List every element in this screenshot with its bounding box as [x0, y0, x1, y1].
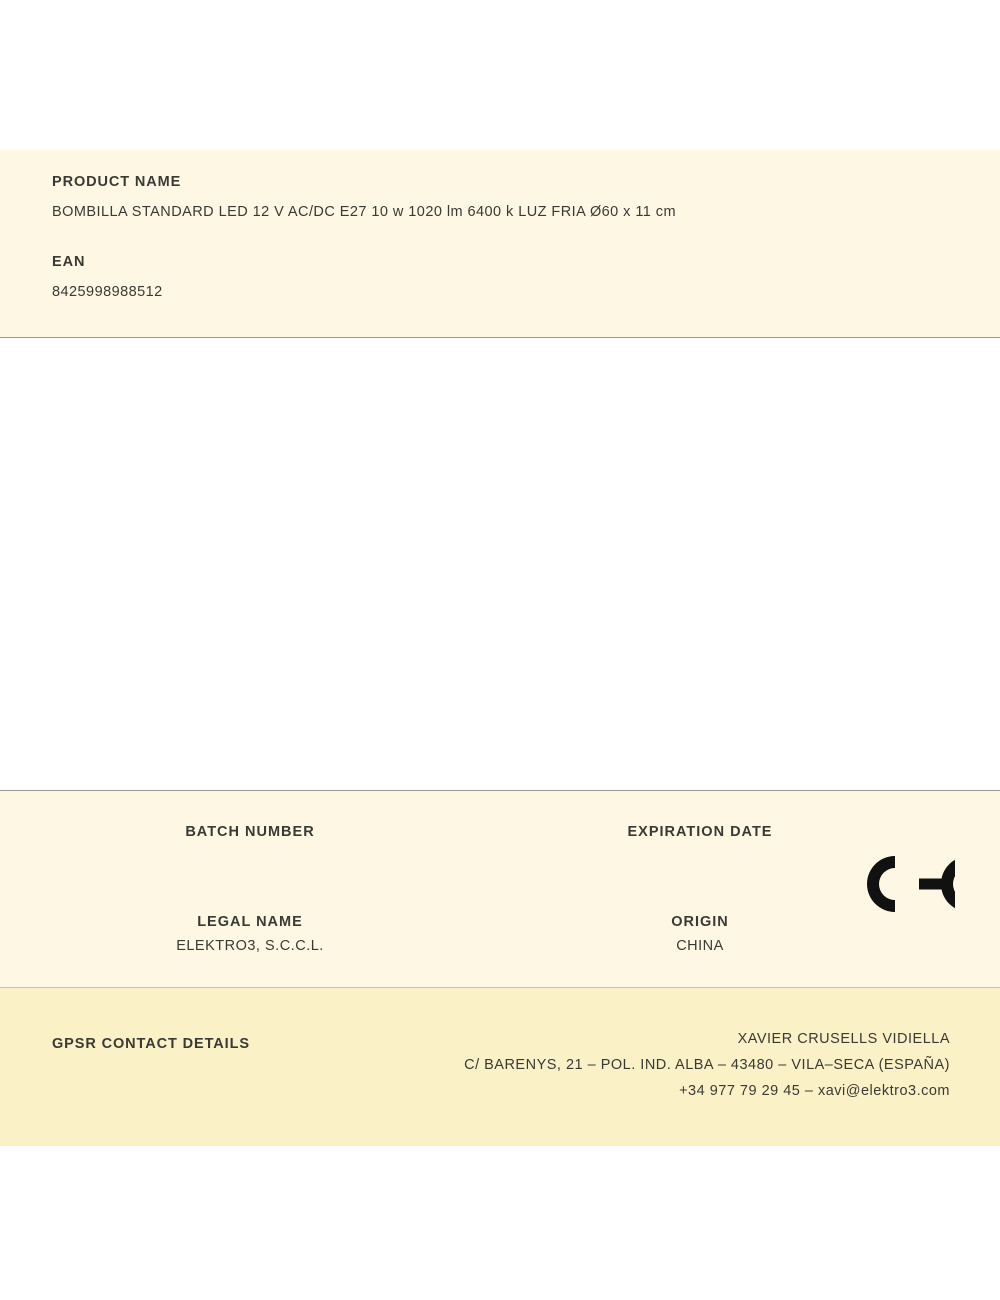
batch-number-cell	[0, 824, 500, 848]
batch-number-label: BATCH NUMBER	[185, 824, 315, 840]
gpsr-contact-lines	[464, 1031, 950, 1109]
legal-name-value: ELEKTRO3, S.C.C.L.	[176, 938, 324, 954]
gpsr-contact-name: XAVIER CRUSELLS VIDIELLA	[737, 1031, 950, 1047]
product-name-label: PRODUCT NAME	[52, 174, 182, 190]
origin-value: CHINA	[676, 938, 724, 954]
origin-label: ORIGIN	[671, 914, 729, 930]
expiration-date-label: EXPIRATION DATE	[627, 824, 773, 840]
bottom-blank-area	[0, 1146, 1000, 1300]
gpsr-label: GPSR CONTACT DETAILS	[52, 1036, 250, 1052]
product-info-section	[0, 150, 1000, 338]
expiration-date-cell	[500, 824, 900, 848]
product-name-value: BOMBILLA STANDARD LED 12 V AC/DC E27 10 w 1020 lm 6400 k LUZ FRIA Ø60 x 11 cm	[52, 204, 677, 220]
batch-row-top	[0, 824, 1000, 848]
batch-legal-section	[0, 790, 1000, 988]
blank-content-area	[0, 338, 1000, 790]
ean-label: EAN	[52, 254, 86, 270]
legal-name-cell	[0, 914, 500, 954]
legal-name-label: LEGAL NAME	[197, 914, 303, 930]
ean-value: 8425998988512	[52, 284, 163, 300]
gpsr-address: C/ BARENYS, 21 – POL. IND. ALBA – 43480 – VILA–SECA (ESPAÑA)	[464, 1057, 950, 1073]
origin-cell	[500, 914, 900, 954]
field-spacer	[52, 220, 948, 254]
gpsr-phone-email: +34 977 79 29 45 – xavi@elektro3.com	[679, 1083, 950, 1099]
product-info-inner	[0, 150, 1000, 300]
batch-row-bottom	[0, 914, 1000, 954]
gpsr-contact-section	[0, 988, 1000, 1146]
ce-mark-icon	[855, 853, 955, 913]
